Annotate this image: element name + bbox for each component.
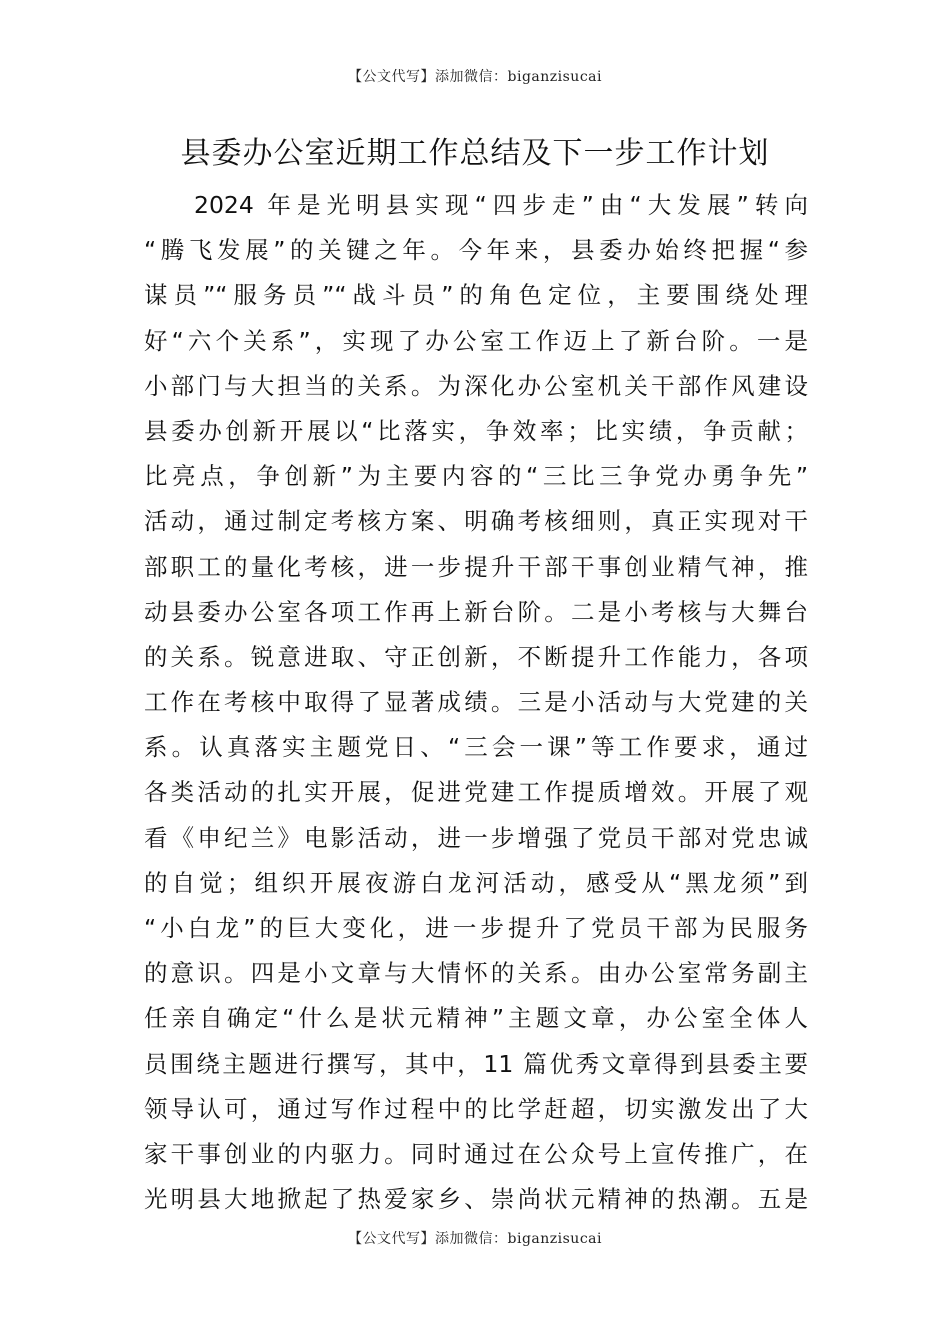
- paragraph-line: 各类活动的扎实开展，促进党建工作提质增效。开展了观: [144, 778, 808, 807]
- paragraph-line: 的自觉；组织开展夜游白龙河活动，感受从“黑龙须”到: [144, 868, 808, 897]
- paragraph-line: 领导认可，通过写作过程中的比学赶超，切实激发出了大: [144, 1094, 808, 1123]
- paragraph-line: 好“六个关系”，实现了办公室工作迈上了新台阶。一是: [144, 326, 808, 355]
- page-footer-watermark: 【公文代写】添加微信：biganzisucai: [348, 1231, 602, 1247]
- paragraph-line: 光明县大地掀起了热爱家乡、崇尚状元精神的热潮。五是: [144, 1185, 808, 1214]
- paragraph-line: 谋员”“服务员”“战斗员”的角色定位，主要围绕处理: [144, 281, 808, 310]
- paragraph-line: 看《申纪兰》电影活动，进一步增强了党员干部对党忠诚: [144, 823, 808, 852]
- paragraph-line: 的关系。锐意进取、守正创新，不断提升工作能力，各项: [144, 642, 808, 671]
- paragraph-line: 活动，通过制定考核方案、明确考核细则，真正实现对干: [144, 507, 808, 536]
- document-title: 县委办公室近期工作总结及下一步工作计划: [180, 136, 770, 171]
- paragraph-line: 小部门与大担当的关系。为深化办公室机关干部作风建设: [144, 371, 808, 400]
- paragraph-line: 员围绕主题进行撰写，其中，11 篇优秀文章得到县委主要: [144, 1049, 808, 1078]
- paragraph-line: 家干事创业的内驱力。同时通过在公众号上宣传推广，在: [144, 1139, 808, 1168]
- paragraph-line: 的意识。四是小文章与大情怀的关系。由办公室常务副主: [144, 959, 808, 988]
- paragraph-line: 系。认真落实主题党日、“三会一课”等工作要求，通过: [144, 733, 808, 762]
- paragraph-line: “小白龙”的巨大变化，进一步提升了党员干部为民服务: [144, 914, 808, 942]
- paragraph-first-line: 2024 年是光明县实现“四步走”由“大发展”转向: [194, 191, 808, 219]
- document-body: [144, 183, 808, 1222]
- paragraph-line: 动县委办公室各项工作再上新台阶。二是小考核与大舞台: [144, 597, 808, 626]
- paragraph-line: 县委办创新开展以“比落实，争效率；比实绩，争贡献；: [144, 416, 808, 445]
- page-header-watermark: 【公文代写】添加微信：biganzisucai: [348, 69, 602, 85]
- paragraph-line: “腾飞发展”的关键之年。今年来，县委办始终把握“参: [144, 236, 808, 265]
- paragraph-line: 工作在考核中取得了显著成绩。三是小活动与大党建的关: [144, 688, 808, 717]
- paragraph-line: 比亮点，争创新”为主要内容的“三比三争党办勇争先”: [144, 462, 808, 491]
- paragraph-line: 部职工的量化考核，进一步提升干部干事创业精气神，推: [144, 552, 808, 581]
- paragraph-line: 任亲自确定“什么是状元精神”主题文章，办公室全体人: [144, 1004, 808, 1033]
